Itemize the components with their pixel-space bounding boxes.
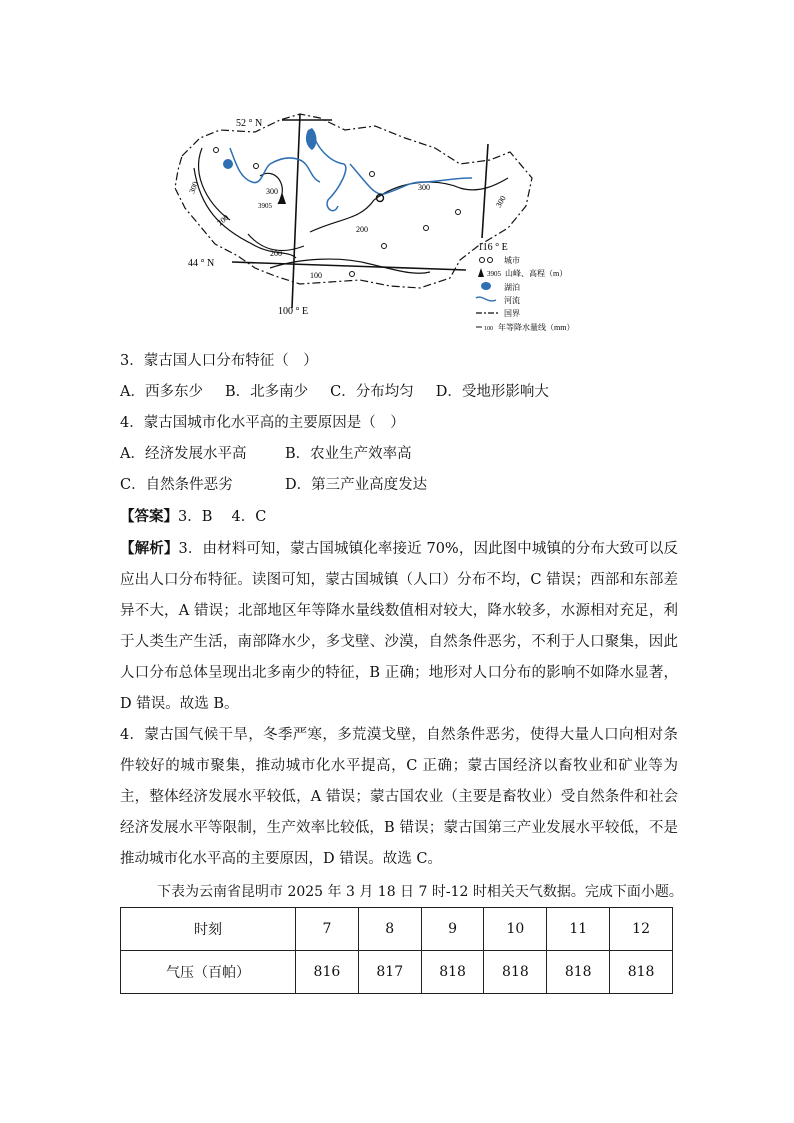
lake-icon bbox=[481, 282, 491, 290]
question-4-option-c: C．自然条件恶劣 bbox=[120, 477, 233, 493]
river-selenge bbox=[230, 148, 320, 183]
pressure-cell: 818 bbox=[484, 951, 547, 994]
weather-data-table bbox=[120, 907, 673, 994]
pressure-cell: 816 bbox=[296, 951, 359, 994]
table-intro: 下表为云南省昆明市 2025 年 3 月 18 日 7 时-12 时相关天气数据。完成下面小题。 bbox=[157, 884, 683, 900]
legend-isoline-label: 年等降水量线（mm） bbox=[498, 323, 575, 332]
question-4-option-b: B．农业生产效率高 bbox=[285, 446, 412, 462]
city-icon bbox=[214, 148, 219, 153]
mongolia-precipitation-map bbox=[160, 108, 610, 340]
peak-icon bbox=[278, 192, 286, 204]
longitude-116e-line bbox=[482, 144, 488, 238]
pressure-cell: 818 bbox=[421, 951, 484, 994]
isoline-label: 200 bbox=[270, 249, 282, 258]
legend-river-label: 河流 bbox=[504, 296, 520, 305]
legend-isoline-value: 100 bbox=[484, 326, 493, 332]
isoline-label: 300 bbox=[266, 187, 278, 196]
city-icon bbox=[480, 258, 485, 263]
isoline-label: 100 bbox=[310, 271, 322, 280]
answer-line bbox=[120, 501, 678, 533]
lon-label-100e: 100 ° E bbox=[278, 306, 309, 317]
question-3-option-d: D．受地形影响大 bbox=[435, 384, 549, 400]
question-3-stem: 3．蒙古国人口分布特征（ ） bbox=[120, 353, 318, 369]
hour-cell: 9 bbox=[421, 908, 484, 951]
isoline-label: 300 bbox=[418, 183, 430, 192]
table-row bbox=[121, 951, 673, 994]
hour-cell: 11 bbox=[547, 908, 610, 951]
legend-border-label: 国界 bbox=[504, 309, 520, 318]
question-4-option-a: A．经济发展水平高 bbox=[120, 446, 247, 462]
analysis-paragraph-2: 4．蒙古国气候干旱，冬季严寒，多荒漠戈壁，自然条件恶劣，使得大量人口向相对条件较好的城市聚集，推动城市化水平提高，C 正确；蒙古国经济以畜牧业和矿业等为主，整体经济发展水平较低，A 错误；蒙古国农业（主要是畜牧业）受自然条件和社会经济发展水平等限制，生产效率比较低，B 错误；蒙古国第三产业发展水平较低，不是推动城市化水平高的主要原因，D 错误。故选 C。 bbox=[120, 727, 678, 867]
question-3-options bbox=[120, 377, 678, 408]
lon-label-116e: 116 ° E bbox=[478, 242, 508, 253]
row-header-time: 时刻 bbox=[121, 908, 296, 951]
isoline-label: 300 bbox=[493, 194, 508, 209]
city-icon bbox=[424, 226, 429, 231]
city-icon bbox=[350, 272, 355, 277]
question-3-option-b: B．北多南少 bbox=[224, 384, 309, 400]
isoline-label: 200 bbox=[356, 225, 368, 234]
latitude-44n-line bbox=[232, 262, 466, 270]
river-icon bbox=[476, 297, 496, 301]
hour-cell: 8 bbox=[358, 908, 421, 951]
peak-elevation-label: 3905 bbox=[258, 202, 272, 210]
analysis-text-1: 3．由材料可知，蒙古国城镇化率接近 70%，因此图中城镇的分布大致可以反应出人口分布特征。读图可知，蒙古国城镇（人口）分布不均，C 错误；西部和东部差异不大，A 错误；北部地区年等降水量线数值相对较大，降水较多，水源相对充足，利于人类生产生活，南部降水少，多戈壁、沙漠，自然条件恶劣，不利于人口聚集，因此人口分布总体呈现出北多南少的特征，B 正确；地形对人口分布的影响不如降水显著，D 错误。故选 B。 bbox=[120, 541, 679, 712]
pressure-cell: 817 bbox=[358, 951, 421, 994]
lake-khovsgol bbox=[306, 128, 317, 150]
national-border bbox=[175, 114, 532, 288]
analysis-paragraph-1 bbox=[120, 533, 678, 720]
legend-peak-label: 山峰、高程（m） bbox=[505, 269, 568, 278]
legend-city-label: 城市 bbox=[504, 256, 520, 265]
question-3-option-a: A．西多东少 bbox=[120, 384, 203, 400]
lake-west bbox=[223, 159, 233, 169]
river-east bbox=[350, 164, 472, 194]
isoline-label: 300 bbox=[187, 180, 200, 195]
legend-peak-value: 3905 bbox=[487, 270, 501, 278]
river-north bbox=[312, 130, 346, 211]
pressure-cell: 818 bbox=[547, 951, 610, 994]
city-icon bbox=[456, 210, 461, 215]
lat-label-52n: 52 ° N bbox=[236, 118, 263, 129]
longitude-100e-line bbox=[292, 114, 300, 308]
city-icon bbox=[488, 258, 493, 263]
map-legend bbox=[476, 255, 574, 332]
question-3-option-c: C．分布均匀 bbox=[330, 384, 414, 400]
questions-block bbox=[120, 346, 678, 875]
lat-label-44n: 44 ° N bbox=[188, 258, 215, 269]
question-4-option-d: D．第三产业高度发达 bbox=[285, 477, 428, 493]
row-header-pressure: 气压（百帕） bbox=[121, 951, 296, 994]
question-4-stem: 4．蒙古国城市化水平高的主要原因是（ ） bbox=[120, 415, 405, 431]
table-row bbox=[121, 908, 673, 951]
city-icon bbox=[254, 164, 259, 169]
question-4-options bbox=[120, 439, 678, 501]
city-icon bbox=[370, 172, 375, 177]
analysis-tag: 【解析】 bbox=[120, 540, 179, 557]
answer-tag: 【答案】 bbox=[120, 508, 178, 525]
hour-cell: 7 bbox=[296, 908, 359, 951]
city-icon bbox=[382, 244, 387, 249]
isoline-300-west bbox=[199, 148, 230, 220]
pressure-cell: 818 bbox=[610, 951, 673, 994]
map-svg bbox=[160, 108, 610, 340]
legend-lake-label: 湖泊 bbox=[504, 283, 520, 292]
answer-text: 3．B 4．C bbox=[178, 509, 267, 525]
isoline-label: 200 bbox=[215, 212, 231, 228]
hour-cell: 12 bbox=[610, 908, 673, 951]
peak-icon bbox=[478, 268, 484, 277]
hour-cell: 10 bbox=[484, 908, 547, 951]
